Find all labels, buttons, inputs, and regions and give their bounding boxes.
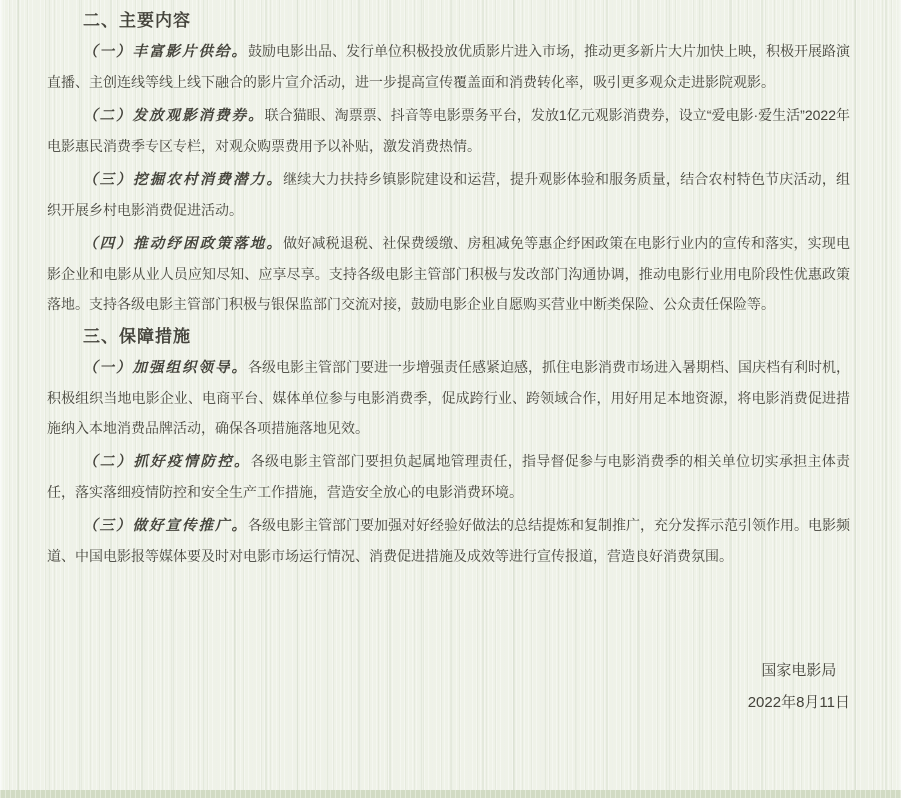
- section-heading-safeguards: 三、保障措施: [83, 327, 191, 346]
- signature-block: [47, 656, 850, 718]
- signature-date: 2022年8月11日: [747, 694, 850, 711]
- policy-paragraph: [47, 228, 850, 319]
- signature-inner: [748, 656, 850, 718]
- paragraph-body: 各级电影主管部门要进一步增强责任感紧迫感，抓住电影消费市场进入暑期档、国庆档有利时机，积极组织当地电影企业、电商平台、媒体单位参与电影消费季，促成跨行业、跨领域合作，用好用足本地资源，将电影消费促进措施纳入本地消费品牌活动，确保各项措施落地见效。: [47, 359, 850, 436]
- paragraph-lead: （四）推动纾困政策落地。: [83, 236, 284, 252]
- policy-paragraph: [47, 352, 850, 443]
- paragraph-body: 做好减税退税、社保费缓缴、房租减免等惠企纾困政策在电影行业内的宣传和落实，实现电影企业和电影从业人员应知尽知、应享尽享。支持各级电影主管部门积极与发改部门沟通协调，推动电影行业用电阶段性优惠政策落地。支持各级电影主管部门积极与银保监部门交流对接，鼓励电影企业自愿购买营业中断类保险、公众责任保险等。: [47, 235, 851, 312]
- paragraph-lead: （一）加强组织领导。: [83, 360, 248, 376]
- bottom-border-strip: [0, 790, 901, 798]
- paragraph-body: 鼓励电影出品、发行单位积极投放优质影片进入市场，推动更多新片大片加快上映，积极开展路演直播、主创连线等线上线下融合的影片宣介活动，进一步提高宣传覆盖面和消费转化率，吸引更多观众走进影院观影。: [47, 43, 850, 90]
- paragraph-lead: （二）抓好疫情防控。: [83, 454, 251, 470]
- paragraph-lead: （一）丰富影片供给。: [83, 44, 248, 60]
- paragraph-lead: （三）做好宣传推广。: [83, 518, 248, 534]
- paragraph-body: 继续大力扶持乡镇影院建设和运营，提升观影体验和服务质量，结合农村特色节庆活动，组织开展乡村电影消费促进活动。: [47, 171, 851, 218]
- policy-paragraph: [47, 164, 850, 225]
- notice-body: [47, 6, 850, 718]
- policy-paragraph: [47, 510, 850, 571]
- signature-issuer: 国家电影局: [761, 662, 837, 679]
- policy-paragraph: [47, 100, 850, 161]
- paragraph-body: 各级电影主管部门要担负起属地管理责任，指导督促参与电影消费季的相关单位切实承担主体责任，落实落细疫情防控和安全生产工作措施，营造安全放心的电影消费环境。: [47, 453, 851, 500]
- section-heading-main-content: 二、主要内容: [83, 11, 191, 30]
- paragraph-body: 各级电影主管部门要加强对好经验好做法的总结提炼和复制推广，充分发挥示范引领作用。电影频道、中国电影报等媒体要及时对电影市场运行情况、消费促进措施及成效等进行宣传报道，营造良好消费氛围。: [47, 517, 850, 564]
- policy-paragraph: [47, 36, 850, 97]
- paragraph-lead: （二）发放观影消费券。: [83, 108, 265, 124]
- paragraph-body: 联合猫眼、淘票票、抖音等电影票务平台，发放1亿元观影消费券，设立“爱电影·爱生活”2022年电影惠民消费季专区专栏，对观众购票费用予以补贴，激发消费热情。: [47, 107, 850, 154]
- policy-paragraph: [47, 446, 850, 507]
- paragraph-lead: （三）挖掘农村消费潜力。: [83, 172, 284, 188]
